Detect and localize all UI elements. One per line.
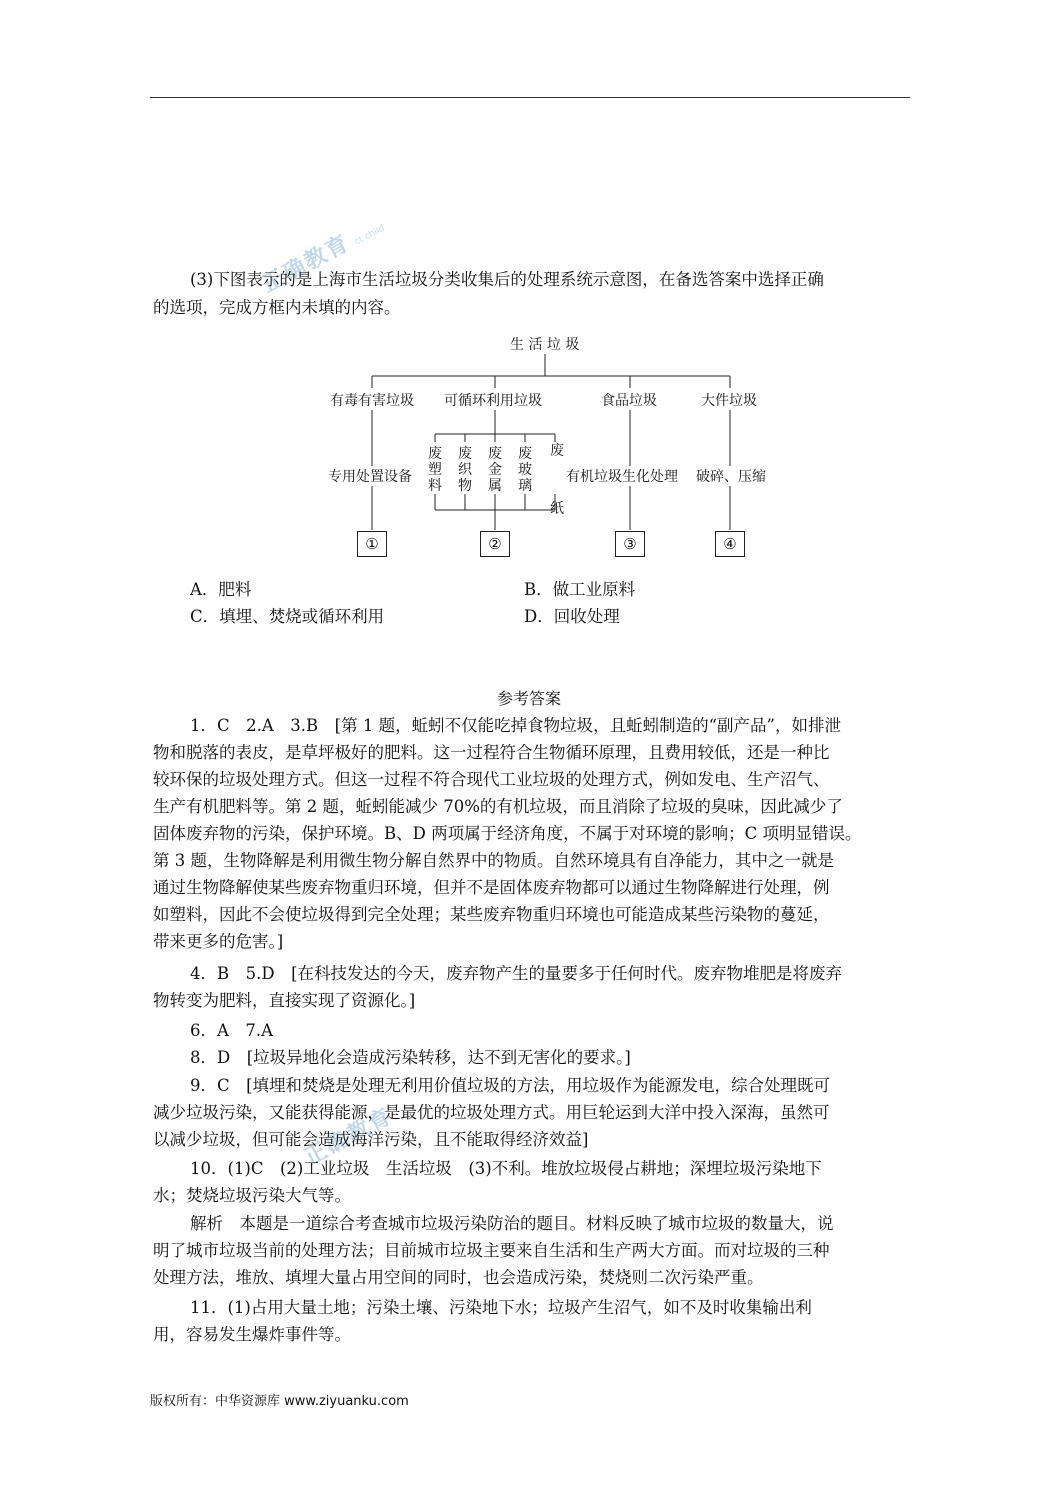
sub-item-label: 废玻璃 [518, 446, 532, 494]
answer-box: ① [357, 531, 387, 557]
answer-line: 通过生物降解使某些废弃物重归环境，但并不是固体废弃物都可以通过生物降解进行处理，例 [153, 878, 830, 897]
option-b: B．做工业原料 [524, 580, 636, 599]
answer-line: 减少垃圾污染，又能获得能源，是最优的垃圾处理方式。用巨轮运到大洋中投入深海，虽然可 [153, 1103, 830, 1122]
option-c: C．填埋、焚烧或循环利用 [190, 607, 385, 626]
option-d: D．回收处理 [524, 607, 620, 626]
watermark-logo: 正确教育 ct child [257, 223, 387, 298]
analysis-line: 处理方法，堆放、填埋大量占用空间的同时，也会造成污染，焚烧则二次污染严重。 [153, 1268, 764, 1287]
answer-box: ② [480, 531, 510, 557]
category-label: 食品垃圾 [601, 393, 657, 409]
answer-line: 11．(1)占用大量土地；污染土壤、污染地下水；垃圾产生沼气，如不及时收集输出利 [190, 1298, 812, 1317]
answer-line: 物转变为肥料，直接实现了资源化。] [153, 991, 416, 1010]
watermark-logo: 正确教育 [300, 1103, 398, 1171]
answer-line: 较环保的垃圾处理方式。但这一过程不符合现代工业垃圾的处理方式，例如发电、生产沼气、 [153, 770, 830, 789]
answer-line: 以减少垃圾，但可能会造成海洋污染，且不能取得经济效益] [153, 1130, 589, 1149]
answer-line: 带来更多的危害。] [153, 932, 284, 951]
answer-line: 10．(1)C (2)工业垃圾 生活垃圾 (3)不利。堆放垃圾侵占耕地；深埋垃圾污染地下 [190, 1159, 822, 1178]
sub-item-label: 废纸 [550, 443, 564, 517]
answer-line: 4．B 5.D [在科技发达的今天，废弃物产生的量要多于任何时代。废弃物堆肥是将废弃 [190, 964, 843, 983]
answer-line: 6．A 7.A [190, 1021, 274, 1040]
answer-line: 生产有机肥料等。第 2 题，蚯蚓能减少 70%的有机垃圾，而且消除了垃圾的臭味，因此减少了 [153, 797, 843, 816]
answer-line: 1．C 2.A 3.B [第 1 题，蚯蚓不仅能吃掉食物垃圾，且蚯蚓制造的“副产品”，如排泄 [190, 716, 841, 735]
sub-item-label: 废织物 [458, 446, 472, 494]
answer-line: 第 3 题，生物降解是利用微生物分解自然界中的物质。自然环境具有自净能力，其中之一就是 [153, 851, 834, 870]
answer-line: 9．C [填埋和焚烧是处理无利用价值垃圾的方法，用垃圾作为能源发电，综合处理既可 [190, 1076, 831, 1095]
copyright-footer: 版权所有：中华资源库 www.ziyuanku.com [150, 1394, 409, 1409]
header-rule [150, 97, 910, 98]
diagram-root-label: 生 活 垃 圾 [510, 337, 580, 353]
category-label: 大件垃圾 [701, 393, 757, 409]
answer-line: 如塑料，因此不会使垃圾得到完全处理；某些废弃物重归环境也可能造成某些污染物的蔓延， [153, 905, 830, 924]
category-label: 有毒有害垃圾 [330, 393, 414, 409]
analysis-line: 解析 本题是一道综合考查城市垃圾污染防治的题目。材料反映了城市垃圾的数量大，说 [190, 1214, 834, 1233]
process-label: 有机垃圾生化处理 [566, 466, 678, 486]
answer-line: 用，容易发生爆炸事件等。 [153, 1325, 351, 1344]
answer-line: 物和脱落的表皮，是草坪极好的肥料。这一过程符合生物循环原理，且费用较低，还是一种比 [153, 743, 830, 762]
process-label: 专用处置设备 [328, 466, 412, 486]
process-label: 破碎、压缩 [696, 466, 766, 486]
answer-line: 水；焚烧垃圾污染大气等。 [153, 1186, 351, 1205]
answer-box: ③ [615, 531, 645, 557]
sub-item-label: 废塑料 [428, 446, 442, 494]
question-text: (3)下图表示的是上海市生活垃圾分类收集后的处理系统示意图，在备选答案中选择正确 [190, 270, 824, 289]
answer-box: ④ [715, 531, 745, 557]
waste-flow-diagram [320, 326, 800, 566]
answer-line: 固体废弃物的污染，保护环境。B、D 两项属于经济角度，不属于对环境的影响；C 项明显错误。 [153, 824, 862, 843]
option-a: A．肥料 [190, 580, 252, 599]
answers-heading: 参考答案 [496, 689, 561, 708]
sub-item-label: 废金属 [488, 446, 502, 494]
question-text: 的选项，完成方框内未填的内容。 [153, 298, 401, 317]
analysis-line: 明了城市垃圾当前的处理方法；目前城市垃圾主要来自生活和生产两大方面。而对垃圾的三种 [153, 1241, 830, 1260]
answer-line: 8．D [垃圾异地化会造成污染转移，达不到无害化的要求。] [190, 1048, 631, 1067]
category-label: 可循环利用垃圾 [444, 393, 542, 409]
